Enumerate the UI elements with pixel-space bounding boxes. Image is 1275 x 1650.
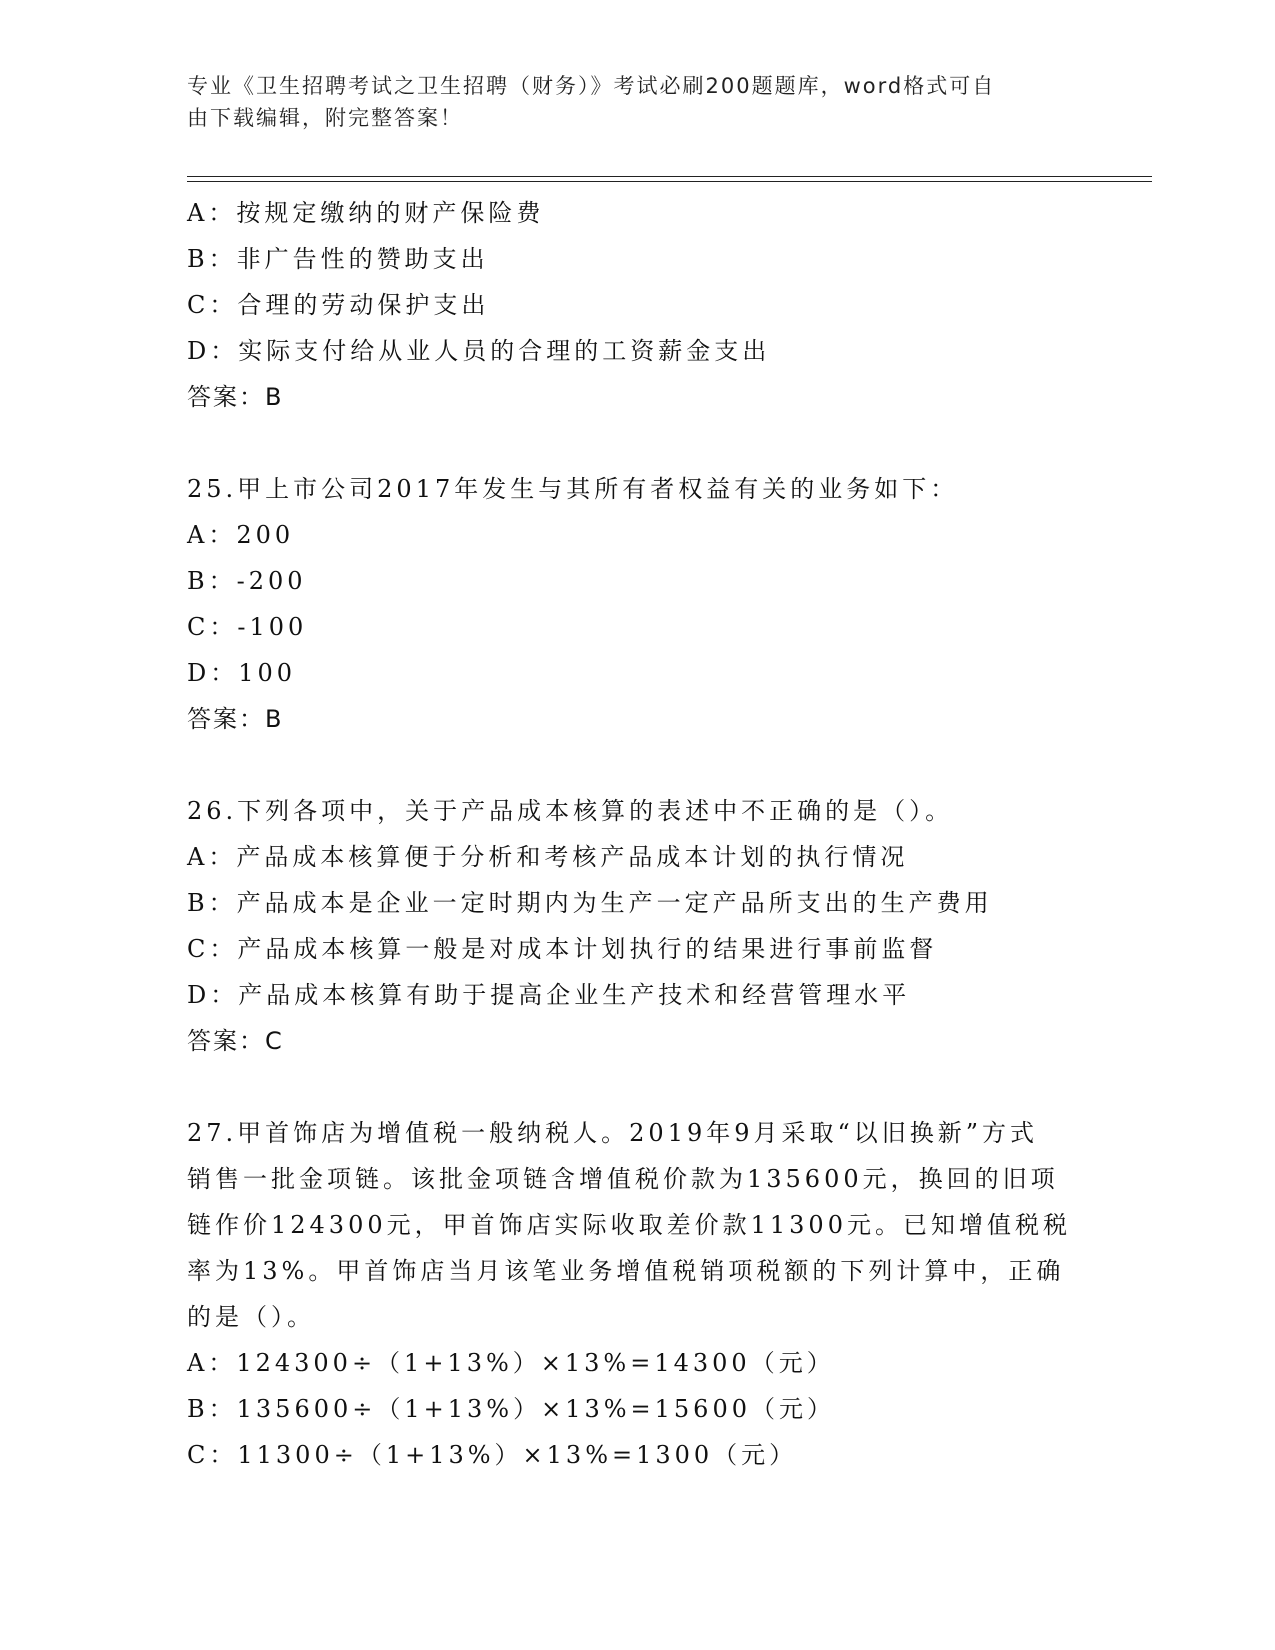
option-d: D：100 bbox=[187, 659, 297, 687]
option-a: A：124300÷（1+13%）×13%=14300（元） bbox=[187, 1349, 835, 1377]
question-24 bbox=[187, 190, 1097, 420]
option-a: A：产品成本核算便于分析和考核产品成本计划的执行情况 bbox=[187, 843, 909, 871]
spacer bbox=[187, 1064, 1097, 1110]
option-b: B：非广告性的赞助支出 bbox=[187, 245, 489, 273]
spacer bbox=[187, 742, 1097, 788]
header-line-1: 专业《卫生招聘考试之卫生招聘（财务）》考试必刷200题题库，word格式可自 bbox=[187, 74, 996, 98]
header-divider-top bbox=[187, 176, 1152, 177]
question-stem-line-2: 销售一批金项链。该批金项链含增值税价款为135600元，换回的旧项 bbox=[187, 1165, 1059, 1193]
spacer bbox=[187, 420, 1097, 466]
question-26 bbox=[187, 788, 1097, 1064]
question-25 bbox=[187, 466, 1097, 742]
option-c: C：11300÷（1+13%）×13%=1300（元） bbox=[187, 1441, 798, 1469]
question-stem: 26.下列各项中，关于产品成本核算的表述中不正确的是（）。 bbox=[187, 797, 954, 825]
option-c: C：产品成本核算一般是对成本计划执行的结果进行事前监督 bbox=[187, 935, 938, 963]
option-b: B：135600÷（1+13%）×13%=15600（元） bbox=[187, 1395, 835, 1423]
question-stem-line-5: 的是（）。 bbox=[187, 1303, 315, 1331]
answer-label: 答案：B bbox=[187, 705, 284, 733]
option-c: C：-100 bbox=[187, 613, 308, 641]
question-27 bbox=[187, 1110, 1097, 1478]
option-a: A：200 bbox=[187, 521, 295, 549]
option-b: B：-200 bbox=[187, 567, 307, 595]
option-d: D：实际支付给从业人员的合理的工资薪金支出 bbox=[187, 337, 771, 365]
header-divider-bottom bbox=[187, 181, 1152, 182]
question-stem: 25.甲上市公司2017年发生与其所有者权益有关的业务如下： bbox=[187, 475, 959, 503]
question-stem-line-3: 链作价124300元，甲首饰店实际收取差价款11300元。已知增值税税 bbox=[187, 1211, 1071, 1239]
document-header bbox=[187, 70, 1067, 134]
question-stem-line-4: 率为13%。甲首饰店当月该笔业务增值税销项税额的下列计算中，正确 bbox=[187, 1257, 1065, 1285]
option-b: B：产品成本是企业一定时期内为生产一定产品所支出的生产费用 bbox=[187, 889, 993, 917]
option-a: A：按规定缴纳的财产保险费 bbox=[187, 199, 545, 227]
option-c: C：合理的劳动保护支出 bbox=[187, 291, 490, 319]
question-stem-line-1: 27.甲首饰店为增值税一般纳税人。2019年9月采取“以旧换新”方式 bbox=[187, 1119, 1039, 1147]
option-d: D：产品成本核算有助于提高企业生产技术和经营管理水平 bbox=[187, 981, 911, 1009]
answer-label: 答案：C bbox=[187, 1027, 284, 1055]
header-line-2: 由下载编辑，附完整答案！ bbox=[187, 106, 463, 130]
answer-label: 答案：B bbox=[187, 383, 284, 411]
question-list bbox=[187, 190, 1097, 1478]
